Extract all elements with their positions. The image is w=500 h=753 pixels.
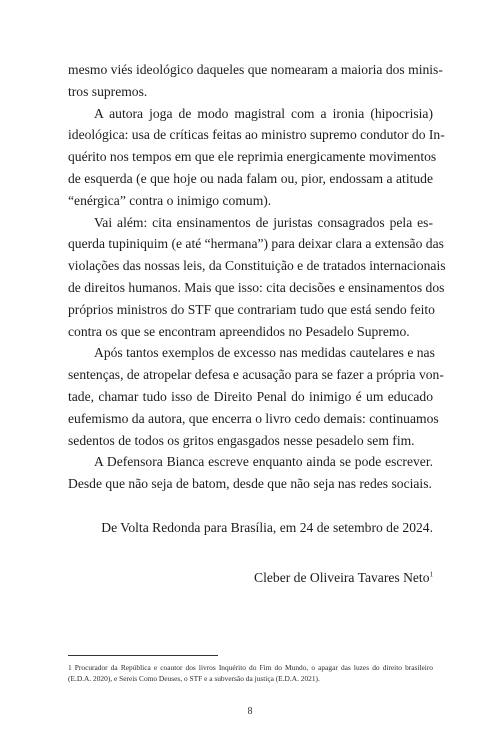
author-name: Cleber de Oliveira Tavares Neto xyxy=(254,570,430,585)
paragraph-5 xyxy=(68,451,433,495)
text-line: sentenças, de atropelar defesa e acusação para se fazer a própria von- xyxy=(68,367,444,383)
body-text xyxy=(68,59,446,495)
footnote-divider xyxy=(68,655,218,656)
text-line: ideológica: usa de críticas feitas ao ministro supremo condutor do In- xyxy=(68,127,445,143)
text-line: de direitos humanos. Mais que isso: cita decisões e ensinamentos dos xyxy=(68,279,445,295)
text-line: tade, chamar tudo isso de Direito Penal do inimigo é um educado xyxy=(68,388,433,404)
text-line: contra os que se encontram apreendidos no Pesadelo Supremo. xyxy=(68,323,410,339)
text-line: quérito nos tempos em que ele reprimia energicamente movimentos xyxy=(68,149,437,165)
text-line: sedentos de todos os gritos engasgados nesse pesadelo sem fim. xyxy=(68,432,415,448)
text-line: próprios ministros do STF que contrariam tudo que está sendo feito xyxy=(68,301,435,317)
text-line: A autora joga de modo magistral com a ironia (hipocrisia) xyxy=(94,105,433,121)
paragraph-4 xyxy=(68,342,444,451)
text-line: “enérgica” contra o inimigo comum). xyxy=(68,192,272,208)
footnote xyxy=(68,662,433,684)
author-signature xyxy=(68,567,433,589)
footnote-line: (E.D.A. 2020), e Sereis Como Deuses, o STF e a subversão da justiça (E.D.A. 2021). xyxy=(68,674,320,683)
text-line: Vai além: cita ensinamentos de juristas consagrados pela es- xyxy=(94,214,433,230)
text-line: querda tupiniquim (e até “hermana”) para deixar clara a extensão das xyxy=(68,236,444,252)
footnote-marker: 1 xyxy=(429,570,433,579)
paragraph-3 xyxy=(68,212,446,343)
text-line: Após tantos exemplos de excesso nas medidas cautelares e nas xyxy=(94,345,435,361)
page-number: 8 xyxy=(247,706,253,717)
text-line: de esquerda (e que hoje ou nada falam ou, pior, endossam a atitude xyxy=(68,170,433,186)
text-line: mesmo viés ideológico daqueles que nomearam a maioria dos minis- xyxy=(68,62,443,77)
text-line: tros supremos. xyxy=(68,83,148,99)
footnote-line: 1 Procurador da República e coautor dos livros Inquérito do Fim do Mundo, o apagar das luzes do direito brasileiro xyxy=(68,663,433,672)
paragraph-2 xyxy=(68,103,445,212)
text-line: A Defensora Bianca escreve enquanto ainda se pode escrever. xyxy=(94,454,433,470)
text-line: violações das nossas leis, da Constituição e de tratados internacionais xyxy=(68,258,446,274)
text-line: eufemismo da autora, que encerra o livro cedo demais: continuamos xyxy=(68,410,439,426)
text-line: Desde que não seja de batom, desde que não seja nas redes sociais. xyxy=(68,476,432,492)
paragraph-1 xyxy=(68,59,443,103)
place-and-date: De Volta Redonda para Brasília, em 24 de setembro de 2024. xyxy=(101,520,433,535)
